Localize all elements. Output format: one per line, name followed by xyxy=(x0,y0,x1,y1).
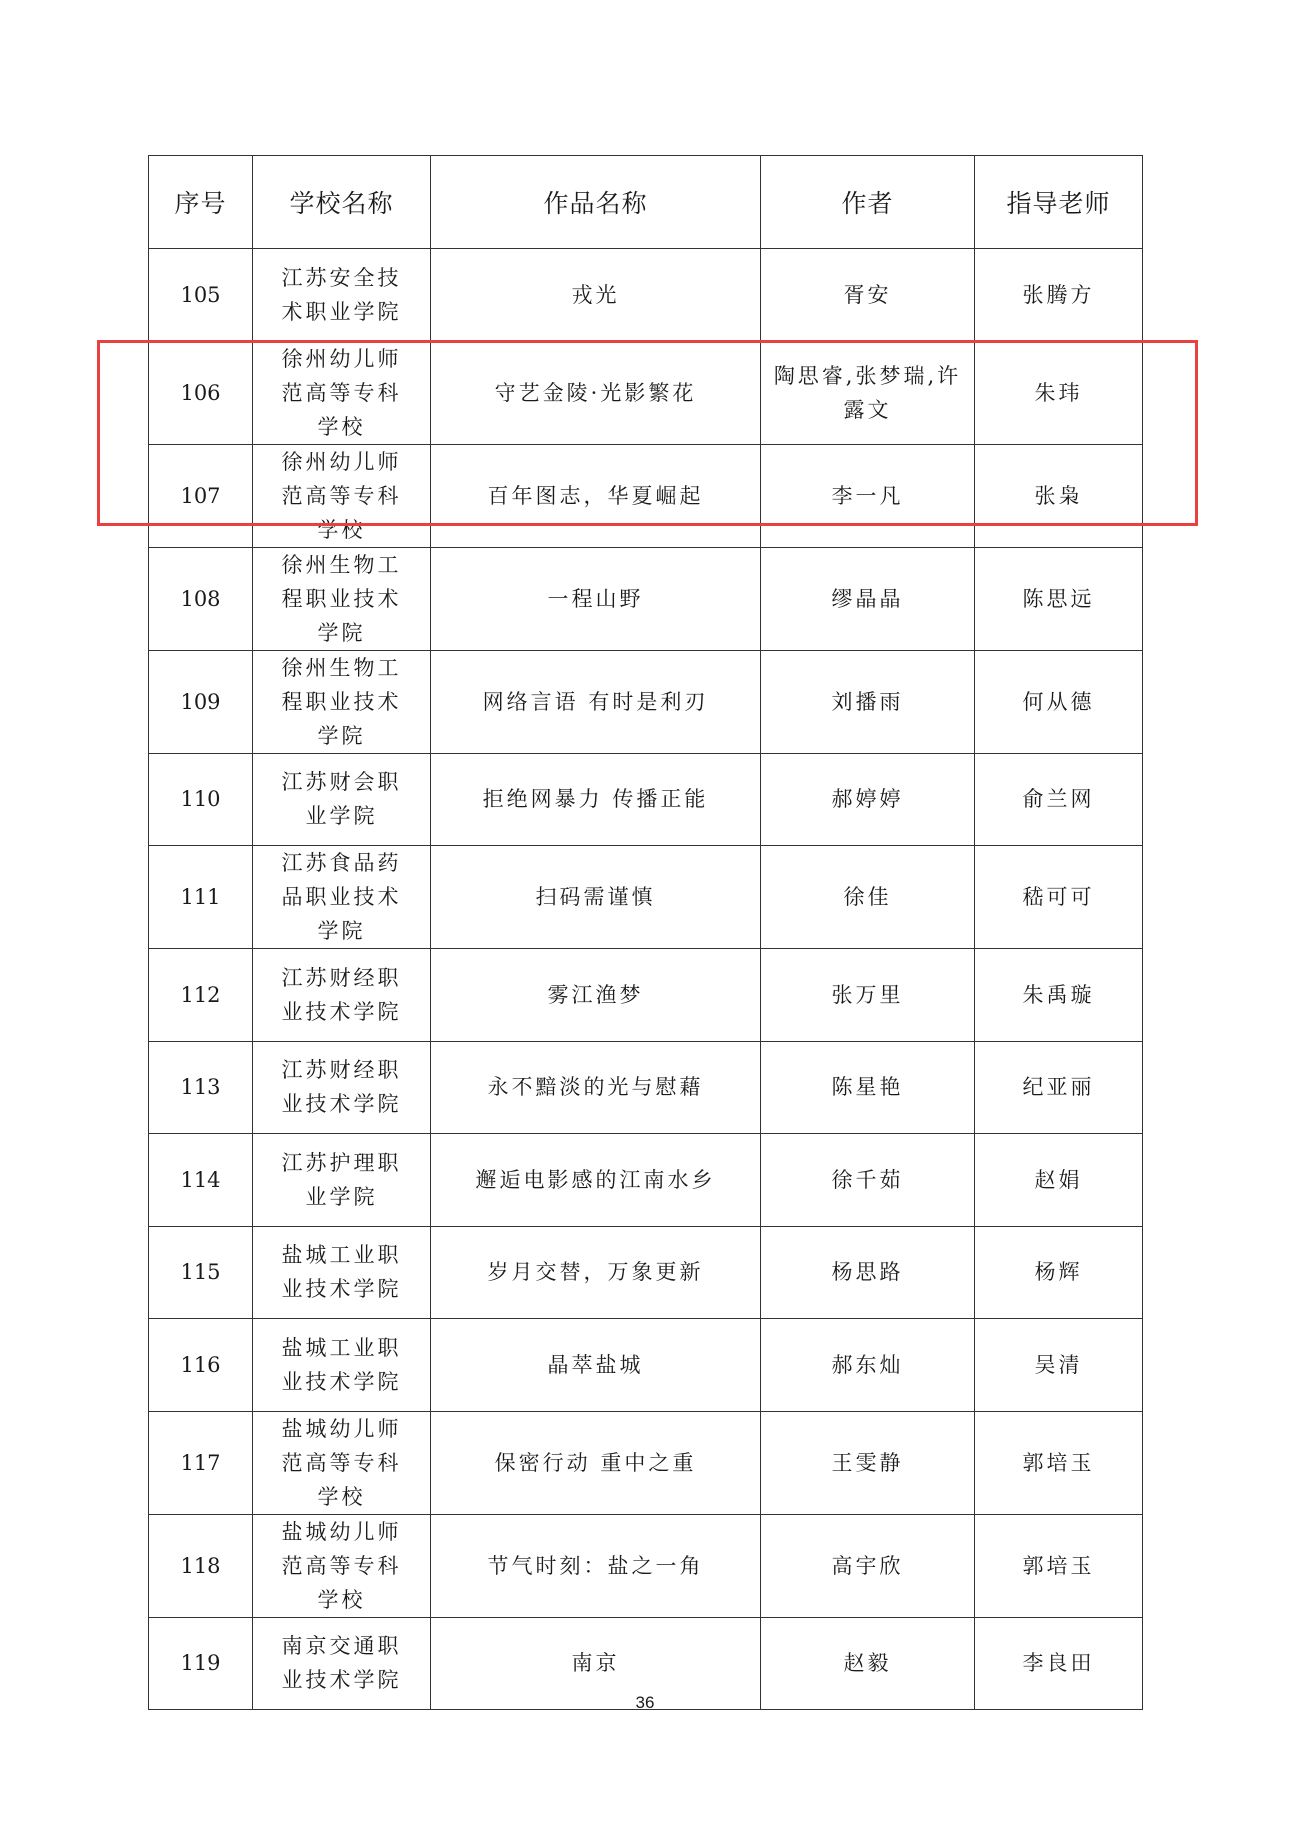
work-title-cell: 南京 xyxy=(431,1617,761,1710)
work-title-cell: 永不黯淡的光与慰藉 xyxy=(431,1041,761,1134)
teacher-cell: 李良田 xyxy=(975,1617,1143,1710)
school-name-cell-text: 江苏安全技术职业学院 xyxy=(281,265,402,324)
author-cell-text: 刘播雨 xyxy=(831,689,904,714)
school-name-cell xyxy=(253,650,431,753)
author-cell-text: 赵毅 xyxy=(843,1651,892,1676)
table-row xyxy=(149,1319,1143,1412)
school-name-cell xyxy=(253,949,431,1042)
row-number-cell: 107 xyxy=(149,444,253,547)
school-name-cell xyxy=(253,1134,431,1227)
row-number-cell: 116 xyxy=(149,1319,253,1412)
work-title-cell: 百年图志，华夏崛起 xyxy=(431,444,761,547)
teacher-cell: 陈思远 xyxy=(975,547,1143,650)
author-cell-text: 高宇欣 xyxy=(831,1553,904,1578)
school-name-cell-text: 南京交通职业技术学院 xyxy=(281,1634,402,1693)
school-name-cell-text: 盐城幼儿师范高等专科学校 xyxy=(281,1519,402,1612)
school-name-cell-text: 盐城工业职业技术学院 xyxy=(281,1335,402,1394)
author-cell-text: 徐千茹 xyxy=(831,1167,904,1192)
author-cell-text: 缪晶晶 xyxy=(831,586,904,611)
row-number-cell: 118 xyxy=(149,1514,253,1617)
work-title-cell: 雾江渔梦 xyxy=(431,949,761,1042)
row-number-cell: 113 xyxy=(149,1041,253,1134)
header-school: 学校名称 xyxy=(253,156,431,249)
teacher-cell: 吴清 xyxy=(975,1319,1143,1412)
school-name-cell-text: 徐州幼儿师范高等专科学校 xyxy=(281,449,402,542)
author-cell xyxy=(761,1514,975,1617)
school-name-cell xyxy=(253,1514,431,1617)
table-row xyxy=(149,1041,1143,1134)
table-row xyxy=(149,341,1143,444)
work-title-cell: 晶萃盐城 xyxy=(431,1319,761,1412)
table-row xyxy=(149,249,1143,342)
author-cell xyxy=(761,949,975,1042)
row-number-cell: 109 xyxy=(149,650,253,753)
author-cell-text: 郝婷婷 xyxy=(831,787,904,812)
teacher-cell: 纪亚丽 xyxy=(975,1041,1143,1134)
school-name-cell xyxy=(253,341,431,444)
author-cell-text: 郝东灿 xyxy=(831,1352,904,1377)
author-cell xyxy=(761,846,975,949)
row-number-cell: 111 xyxy=(149,846,253,949)
row-number-cell: 119 xyxy=(149,1617,253,1710)
row-number-cell: 105 xyxy=(149,249,253,342)
author-cell xyxy=(761,249,975,342)
author-cell-text: 胥安 xyxy=(843,282,892,307)
school-name-cell xyxy=(253,249,431,342)
work-title-cell: 邂逅电影感的江南水乡 xyxy=(431,1134,761,1227)
work-title-cell: 一程山野 xyxy=(431,547,761,650)
teacher-cell: 赵娟 xyxy=(975,1134,1143,1227)
school-name-cell-text: 江苏财会职业学院 xyxy=(281,770,402,829)
work-title-cell: 网络言语 有时是利刃 xyxy=(431,650,761,753)
row-number-cell: 110 xyxy=(149,753,253,846)
author-cell xyxy=(761,1319,975,1412)
table-row xyxy=(149,846,1143,949)
school-name-cell xyxy=(253,547,431,650)
work-title-cell: 戎光 xyxy=(431,249,761,342)
row-number-cell: 117 xyxy=(149,1411,253,1514)
author-cell-text: 王雯静 xyxy=(831,1450,904,1475)
header-author: 作者 xyxy=(761,156,975,249)
table-row xyxy=(149,1226,1143,1319)
school-name-cell-text: 江苏食品药品职业技术学院 xyxy=(281,851,402,943)
author-cell xyxy=(761,1411,975,1514)
work-title-cell: 扫码需谨慎 xyxy=(431,846,761,949)
author-cell xyxy=(761,1226,975,1319)
teacher-cell: 郭培玉 xyxy=(975,1514,1143,1617)
table-row xyxy=(149,753,1143,846)
work-title-cell: 保密行动 重中之重 xyxy=(431,1411,761,1514)
table-body xyxy=(149,249,1143,1710)
author-cell xyxy=(761,753,975,846)
table-row xyxy=(149,1411,1143,1514)
table-row xyxy=(149,1514,1143,1617)
teacher-cell: 郭培玉 xyxy=(975,1411,1143,1514)
work-title-cell: 节气时刻：盐之一角 xyxy=(431,1514,761,1617)
row-number-cell: 108 xyxy=(149,547,253,650)
school-name-cell-text: 江苏护理职业学院 xyxy=(281,1150,402,1209)
work-title-cell: 守艺金陵·光影繁花 xyxy=(431,341,761,444)
school-name-cell-text: 徐州幼儿师范高等专科学校 xyxy=(281,346,402,439)
row-number-cell: 115 xyxy=(149,1226,253,1319)
teacher-cell: 张腾方 xyxy=(975,249,1143,342)
award-table xyxy=(148,155,1143,1710)
author-cell xyxy=(761,1041,975,1134)
author-cell xyxy=(761,444,975,547)
school-name-cell xyxy=(253,444,431,547)
table-row xyxy=(149,949,1143,1042)
teacher-cell: 俞兰网 xyxy=(975,753,1143,846)
table-header-row xyxy=(149,156,1143,249)
header-teacher: 指导老师 xyxy=(975,156,1143,249)
author-cell-text: 杨思路 xyxy=(831,1260,904,1285)
author-cell xyxy=(761,341,975,444)
school-name-cell xyxy=(253,753,431,846)
school-name-cell xyxy=(253,1319,431,1412)
school-name-cell-text: 徐州生物工程职业技术学院 xyxy=(281,552,402,645)
teacher-cell: 何从德 xyxy=(975,650,1143,753)
row-number-cell: 106 xyxy=(149,341,253,444)
teacher-cell: 朱禹璇 xyxy=(975,949,1143,1042)
author-cell-text: 陈星艳 xyxy=(831,1075,904,1100)
header-work: 作品名称 xyxy=(431,156,761,249)
work-title-cell: 拒绝网暴力 传播正能 xyxy=(431,753,761,846)
table-row xyxy=(149,444,1143,547)
row-number-cell: 114 xyxy=(149,1134,253,1227)
teacher-cell: 杨辉 xyxy=(975,1226,1143,1319)
school-name-cell-text: 盐城幼儿师范高等专科学校 xyxy=(281,1416,402,1509)
school-name-cell xyxy=(253,846,431,949)
table-row xyxy=(149,547,1143,650)
author-cell xyxy=(761,547,975,650)
table-row xyxy=(149,650,1143,753)
author-cell-text: 张万里 xyxy=(831,982,904,1007)
school-name-cell xyxy=(253,1041,431,1134)
school-name-cell xyxy=(253,1411,431,1514)
teacher-cell: 张枭 xyxy=(975,444,1143,547)
page-number: 36 xyxy=(635,1693,655,1712)
row-number-cell: 112 xyxy=(149,949,253,1042)
teacher-cell: 嵇可可 xyxy=(975,846,1143,949)
school-name-cell-text: 江苏财经职业技术学院 xyxy=(281,1058,402,1117)
work-title-cell: 岁月交替，万象更新 xyxy=(431,1226,761,1319)
author-cell-text: 李一凡 xyxy=(831,483,904,508)
author-cell-text: 陶思睿,张梦瑞,许露文 xyxy=(773,363,962,422)
teacher-cell: 朱玮 xyxy=(975,341,1143,444)
school-name-cell xyxy=(253,1226,431,1319)
author-cell-text: 徐佳 xyxy=(843,885,892,909)
author-cell xyxy=(761,650,975,753)
author-cell xyxy=(761,1134,975,1227)
header-number: 序号 xyxy=(149,156,253,249)
school-name-cell-text: 盐城工业职业技术学院 xyxy=(281,1243,402,1302)
school-name-cell-text: 徐州生物工程职业技术学院 xyxy=(281,655,402,748)
school-name-cell-text: 江苏财经职业技术学院 xyxy=(281,965,402,1024)
table-row xyxy=(149,1134,1143,1227)
